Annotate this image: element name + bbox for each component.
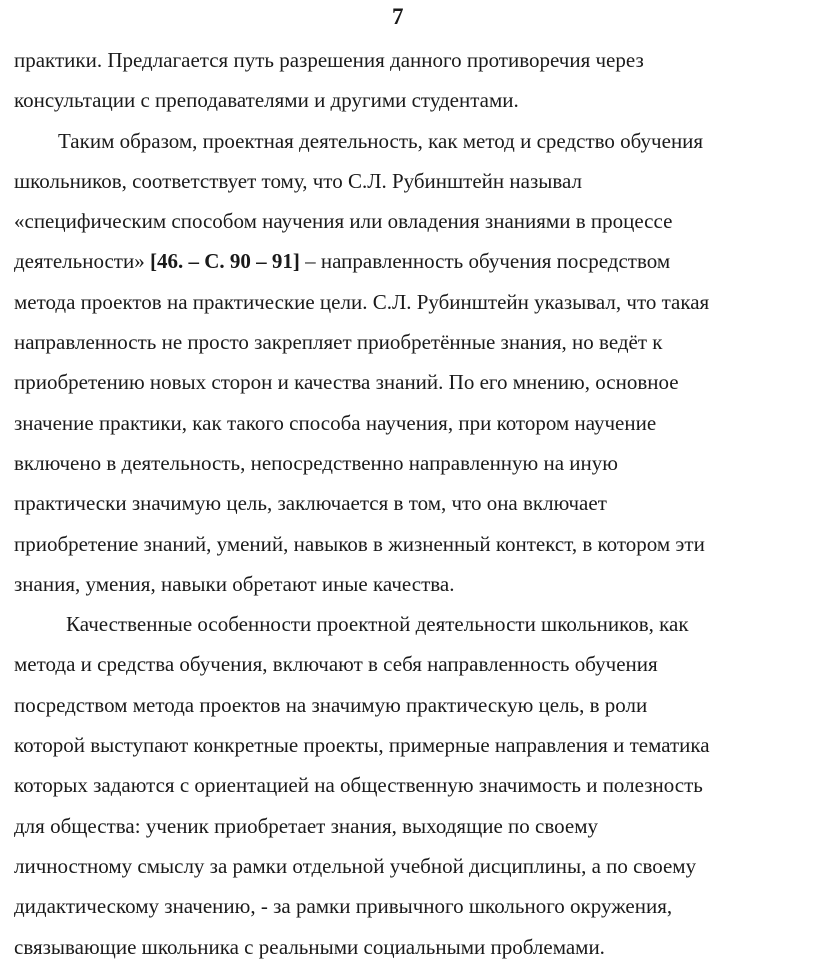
paragraph-first-line: Таким образом, проектная деятельность, как метод и средство обучения [58,128,704,153]
text-line: знания, умения, навыки обретают иные качества. [14,571,455,596]
line-text: деятельности» [14,249,150,274]
text-line: личностному смыслу за рамки отдельной учебной дисциплины, а по своему [14,853,697,878]
text-line: которых задаются с ориентацией на общественную значимость и полезность [14,773,703,798]
text-line: направленность не просто закрепляет приобретённые знания, но ведёт к [14,330,663,355]
text-line: школьников, соответствует тому, что С.Л. Рубинштейн называл [14,168,582,193]
text-line: практики. Предлагается путь разрешения данного противоречия через [14,48,644,72]
text-line: метода и средства обучения, включают в себя направленность обучения [14,652,658,677]
text-line: дидактическому значению, - за рамки привычного школьного окружения, [14,894,673,919]
text-line: включено в деятельность, непосредственно направленную на иную [14,450,618,475]
page-number: 7 [392,4,404,29]
text-line: связывающие школьника с реальными социальными проблемами. [14,934,605,959]
text-line: которой выступают конкретные проекты, примерные направления и тематика [14,733,710,758]
citation-reference: [46. – С. 90 – 91] [149,249,300,274]
text-line: приобретению новых сторон и качества знаний. По его мнению, основное [14,370,679,395]
text-line: метода проектов на практические цели. С.Л. Рубинштейн указывал, что такая [14,289,710,314]
text-line: практически значимую цель, заключается в том, что она включает [14,491,607,516]
text-line: посредством метода проектов на значимую практическую цель, в роли [14,692,648,717]
text-line: значение практики, как такого способа научения, при котором научение [14,410,657,435]
line-text: – направленность обучения посредством [299,249,671,274]
text-line: для общества: ученик приобретает знания, выходящие по своему [14,813,598,838]
document-body [14,40,804,967]
text-line: «специфическим способом научения или овладения знаниями в процессе [14,209,673,234]
paragraph-first-line: Качественные особенности проектной деятельности школьников, как [66,612,689,637]
text-line: консультации с преподавателями и другими студентами. [14,88,519,113]
text-line-with-citation [14,241,804,281]
text-line: приобретение знаний, умений, навыков в жизненный контекст, в котором эти [14,531,705,556]
